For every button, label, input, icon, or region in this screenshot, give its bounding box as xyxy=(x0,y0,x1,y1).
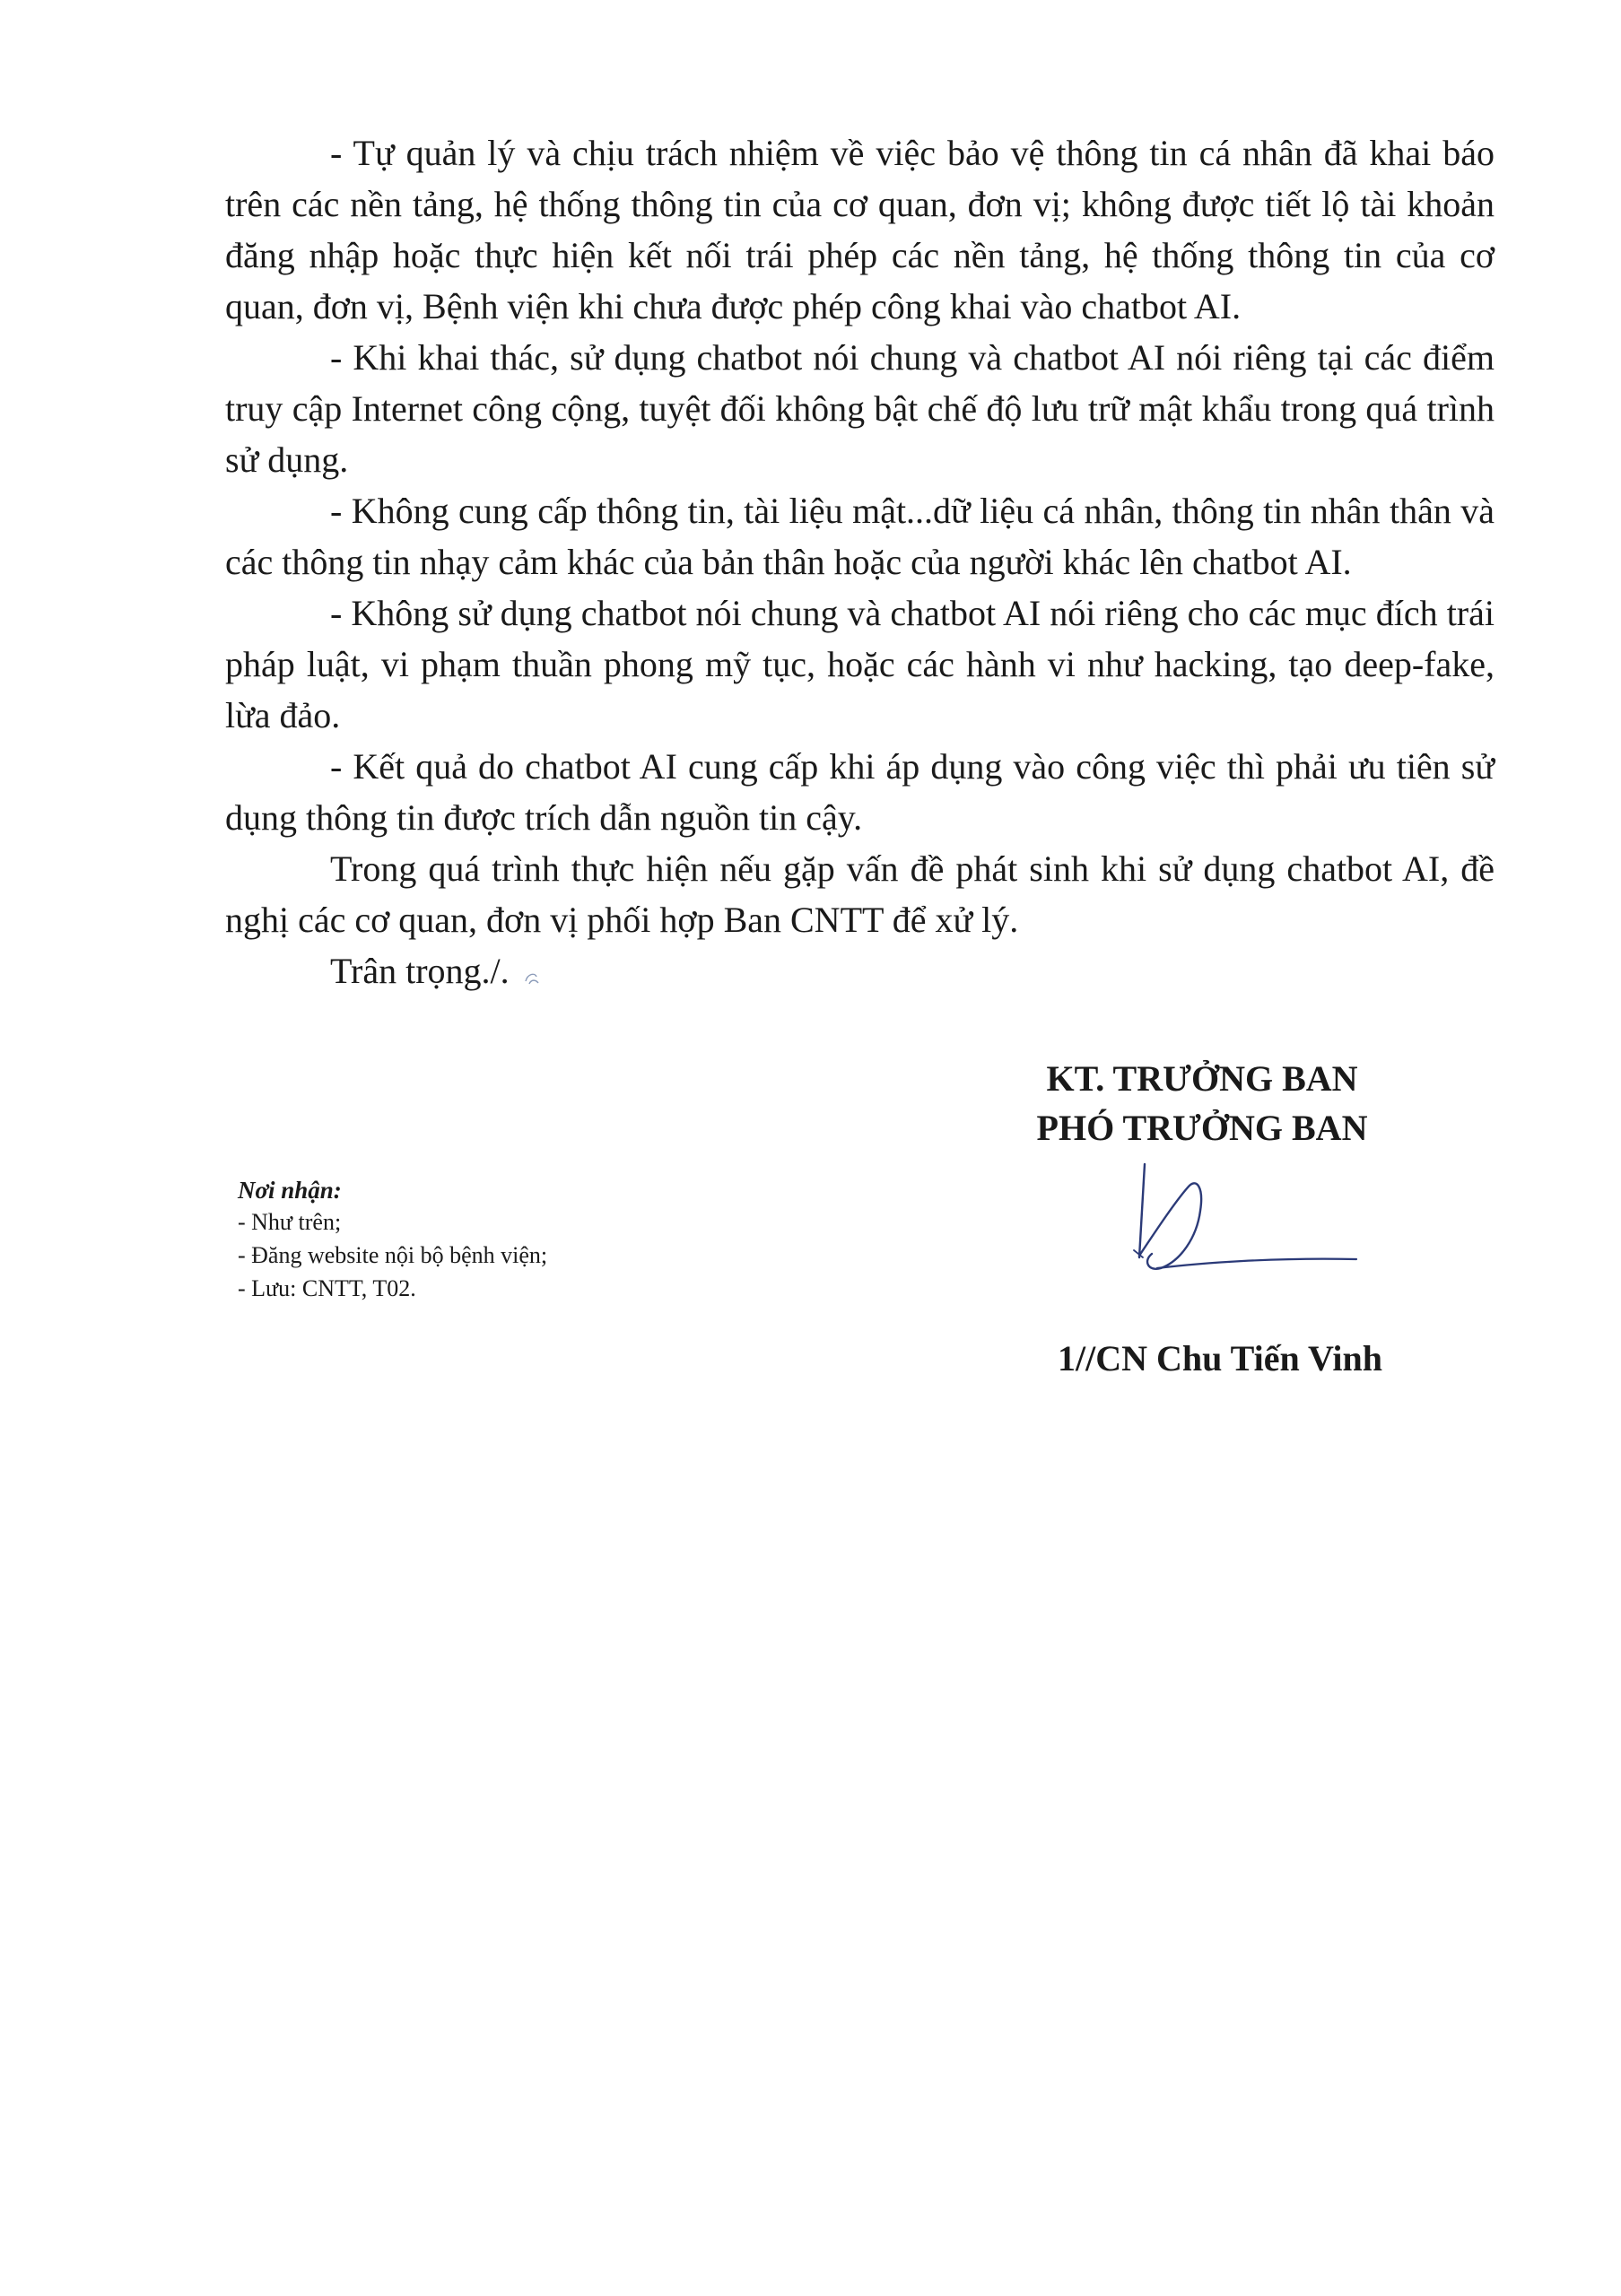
initial-mark-icon xyxy=(522,969,542,988)
recipients-list xyxy=(238,1205,866,1305)
closing-paragraph xyxy=(225,945,1495,996)
paragraph-personal-info: - Tự quản lý và chịu trách nhiệm về việc bảo vệ thông tin cá nhân đã khai báo trên các nền tảng, hệ thống thông tin của cơ quan, đơn vị; không được tiết lộ tài khoản đăng nhập hoặc thực hiện kết nối trái phép các nền tảng, hệ thống thông tin của cơ quan, đơn vị, Bệnh viện khi chưa được phép công khai vào chatbot AI. xyxy=(225,133,1495,326)
paragraph-public-access: - Khi khai thác, sử dụng chatbot nói chung và chatbot AI nói riêng tại các điểm truy cập Internet công cộng, tuyệt đối không bật chế độ lưu trữ mật khẩu trong quá trình sử dụng. xyxy=(225,337,1495,480)
signer-title-primary: KT. TRƯỞNG BAN xyxy=(1046,1058,1358,1099)
recipients-title: Nơi nhận: xyxy=(238,1177,342,1204)
document-body xyxy=(225,127,1495,996)
recipient-item: - Đăng website nội bộ bệnh viện; xyxy=(238,1242,548,1268)
paragraph-coordination: Trong quá trình thực hiện nếu gặp vấn đề phát sinh khi sử dụng chatbot AI, đề nghị các cơ quan, đơn vị phối hợp Ban CNTT để xử lý. xyxy=(225,848,1495,940)
paragraph-illegal-use: - Không sử dụng chatbot nói chung và chatbot AI nói riêng cho các mục đích trái pháp luật, vi phạm thuần phong mỹ tục, hoặc các hành vi như hacking, tạo deep-fake, lừa đảo. xyxy=(225,593,1495,735)
recipients-block xyxy=(238,1175,866,1305)
handwritten-signature xyxy=(1121,1157,1390,1300)
recipient-item: - Lưu: CNTT, T02. xyxy=(238,1275,416,1301)
paragraph-confidential-data: - Không cung cấp thông tin, tài liệu mật...dữ liệu cá nhân, thông tin nhân thân và các thông tin nhạy cảm khác của bản thân hoặc của người khác lên chatbot AI. xyxy=(225,491,1495,582)
recipient-item: - Như trên; xyxy=(238,1209,342,1235)
signer-title-secondary: PHÓ TRƯỞNG BAN xyxy=(1036,1108,1368,1148)
signer-name: 1//CN Chu Tiến Vinh xyxy=(1057,1338,1382,1378)
closing-text: Trân trọng./. xyxy=(330,951,510,991)
paragraph-results-priority: - Kết quả do chatbot AI cung cấp khi áp dụng vào công việc thì phải ưu tiên sử dụng thông tin được trích dẫn nguồn tin cậy. xyxy=(225,746,1495,838)
